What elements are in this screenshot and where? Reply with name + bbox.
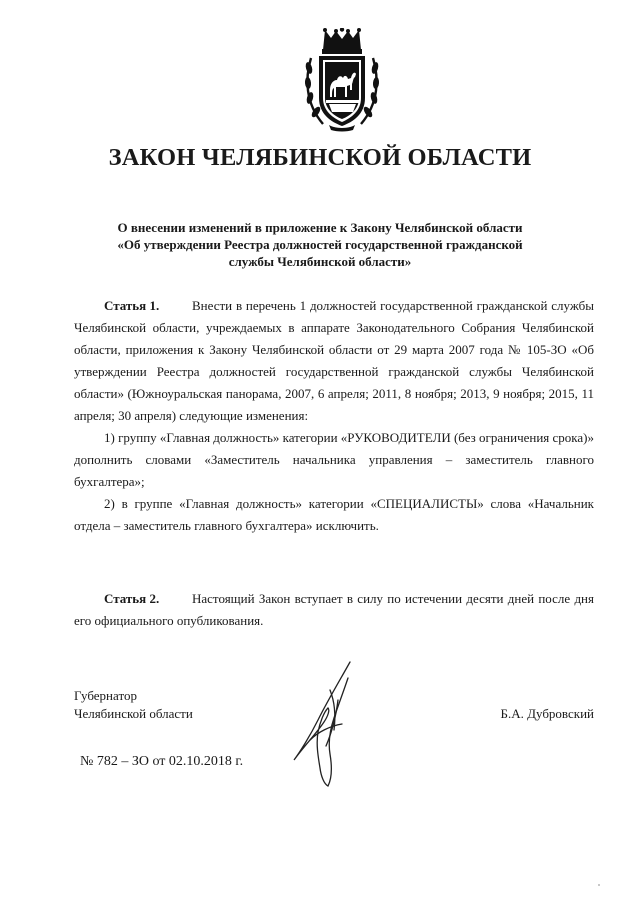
scan-speck <box>598 884 600 886</box>
document-number: № 782 – ЗО от 02.10.2018 г. <box>80 754 244 769</box>
subtitle-line: службы Челябинской области» <box>228 254 412 269</box>
signatory-position-line: Челябинской области <box>74 706 193 721</box>
signatory-position-line: Губернатор <box>74 688 137 703</box>
signatory-name: Б.А. Дубровский <box>500 706 594 721</box>
article-1-text: Внести в перечень 1 должностей государственной гражданской службы Челябинской области, учреждаемых в аппарате Законодательного Собрания Челябинской области, приложения к Закону Челябинской области от 29 марта 2007 года № 105-ЗО «Об утверждении Реестра должностей государственной гражданской службы Челябинской области» (Южноуральская панорама, 2007, 6 апреля; 2011, 8 ноября; 2013, 9 ноября; 2015, 11 апреля; 30 апреля) следующие изменения: <box>74 298 594 423</box>
article-1-item-2: 2) в группе «Главная должность» категории «СПЕЦИАЛИСТЫ» слова «Начальник отдела – заместитель главного бухгалтера» исключить. <box>74 496 594 533</box>
document-title: ЗАКОН ЧЕЛЯБИНСКОЙ ОБЛАСТИ <box>108 144 532 171</box>
document-subtitle <box>60 219 580 270</box>
subtitle-line: О внесении изменений в приложение к Закону Челябинской области <box>117 220 523 235</box>
coat-of-arms-emblem <box>303 28 381 132</box>
article-1-item-1: 1) группу «Главная должность» категории «РУКОВОДИТЕЛИ (без ограничения срока)» дополнить словами «Заместитель начальника управления – заместитель главного бухгалтера»; <box>74 430 595 489</box>
article-1-paragraph <box>74 295 594 427</box>
article-2-text: Настоящий Закон вступает в силу по истечении десяти дней после дня его официального опубликования. <box>74 591 594 628</box>
signatory-position <box>74 687 193 723</box>
handwritten-signature <box>290 660 360 790</box>
article-1 <box>74 295 594 537</box>
article-1-heading: Статья 1. <box>104 298 160 313</box>
article-2-paragraph <box>74 588 594 632</box>
subtitle-line: «Об утверждении Реестра должностей государственной гражданской <box>117 237 523 252</box>
article-2-heading: Статья 2. <box>104 591 160 606</box>
article-2 <box>74 588 594 632</box>
